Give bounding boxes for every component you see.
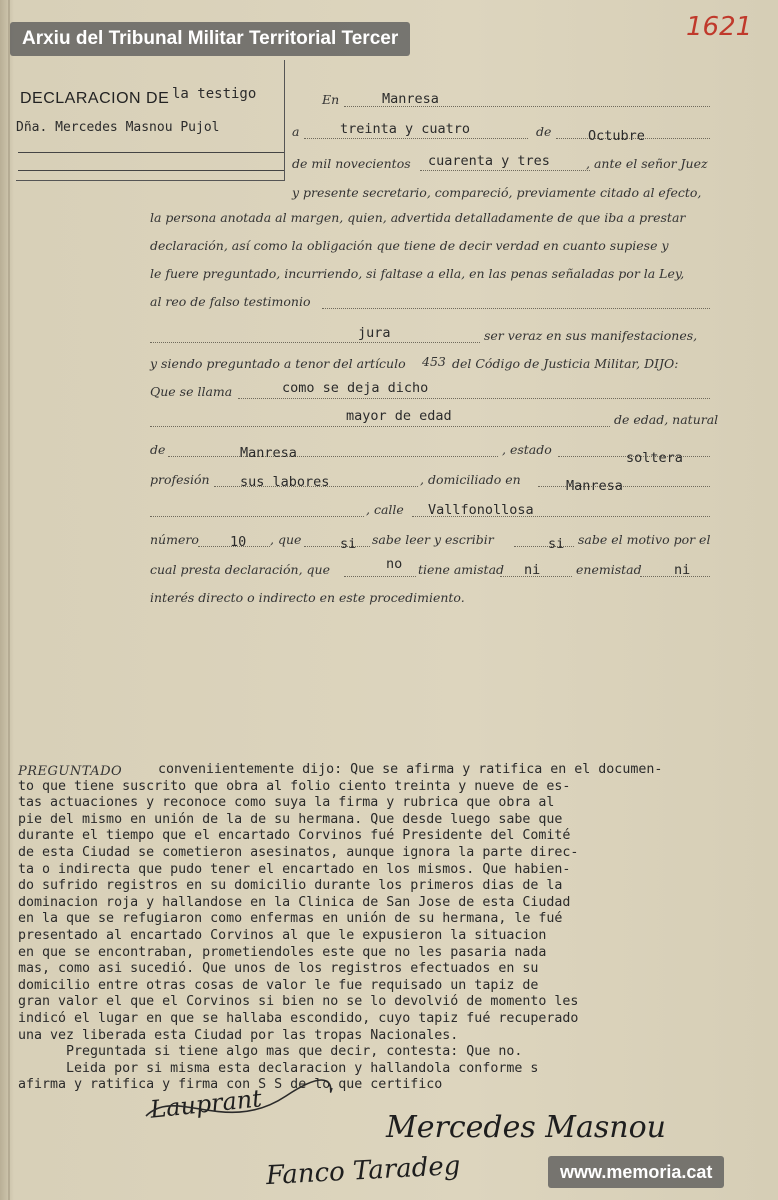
archive-watermark: Arxiu del Tribunal Militar Territorial Tercer	[10, 22, 410, 56]
dots	[150, 426, 610, 427]
body-line: Preguntada si tiene algo mas que decir, contesta: Que no.	[18, 1044, 523, 1060]
label-cual: cual presta declaración, que	[150, 562, 330, 577]
body-line: en que se encontraban, prometiendoles este que no les pasaria nada	[18, 944, 547, 960]
natural-value: Manresa	[240, 445, 297, 461]
line-persona: la persona anotada al margen, quien, advertida detalladamente de que iba a prestar	[150, 210, 686, 225]
body-line: presentado al encartado Corvinos al que le expusieron la situacion	[18, 927, 547, 943]
domicilio-value: Manresa	[566, 478, 623, 494]
label-motivo: sabe el motivo por el	[578, 532, 711, 547]
dots	[150, 342, 480, 343]
label-enemistad: enemistad	[576, 562, 642, 577]
body-line: mas, como asi sucedió. Que unos de los registros efectuados en su	[18, 961, 539, 977]
label-profesion: profesión	[150, 472, 210, 487]
declaration-title: DECLARACION DE	[20, 90, 170, 107]
label-que: , que	[270, 532, 302, 547]
dots	[304, 138, 528, 139]
label-amistad: tiene amistad	[418, 562, 505, 577]
dots	[538, 486, 710, 487]
witness-type: la testigo	[172, 86, 257, 102]
label-en: En	[322, 92, 340, 107]
body-line: una vez liberada esta Ciudad por las tropas Nacionales.	[18, 1027, 459, 1043]
body-line: afirma y ratifica y firma con S S de lo que certifico	[18, 1077, 443, 1093]
body-line: Leida por si misma esta declaracion y hallandola conforme s	[18, 1060, 539, 1076]
dots	[304, 546, 370, 547]
estado-value: soltera	[626, 450, 683, 466]
body-line: dominacion roja y hallandose en la Clinica de San Jose de esta Ciudad	[18, 894, 571, 910]
line-articulo-b: del Código de Justicia Militar, DIJO:	[452, 356, 679, 371]
label-leer: sabe leer y escribir	[372, 532, 494, 547]
line-articulo-a: y siendo preguntado a tenor del artículo	[150, 356, 406, 371]
header-rule-2	[18, 170, 284, 171]
profesion-value: sus labores	[240, 474, 330, 490]
label-estado: , estado	[502, 442, 552, 457]
body-line: gran valor el que el Corvinos si bien no se lo devolvió de momento les	[18, 994, 579, 1010]
dots	[514, 546, 574, 547]
label-se-llama: Que se llama	[150, 384, 233, 399]
body-line: de esta Ciudad se cometieron asesinatos, aunque ignora la parte direc-	[18, 844, 579, 860]
body-line: tas actuaciones y reconoce como suya la firma y rubrica que obra al	[18, 795, 555, 811]
witness-signature: Mercedes Masnou	[386, 1110, 666, 1145]
age-suffix: de edad, natural	[614, 412, 719, 427]
age-value: mayor de edad	[346, 408, 452, 424]
dots	[420, 170, 590, 171]
enemistad-value-a: ni	[524, 562, 541, 578]
se-llama-value: como se deja dicho	[282, 380, 429, 396]
page-fold	[8, 0, 10, 1200]
amistad-value: no	[386, 556, 403, 572]
numero-value: 10	[230, 534, 247, 550]
body-line: to que tiene suscrito que obra al folio ciento treinta y nueve de es-	[18, 778, 571, 794]
label-juez: , ante el señor Juez	[586, 156, 708, 171]
dots	[322, 308, 710, 309]
declaration-body	[18, 762, 770, 1094]
label-numero: número	[150, 532, 199, 547]
enemistad-value-b: ni	[674, 562, 691, 578]
leer-value: si	[340, 536, 357, 552]
dots	[344, 576, 416, 577]
label-de: de	[536, 124, 552, 139]
judge-signature: Lauprant	[148, 1084, 264, 1124]
dots	[238, 398, 710, 399]
label-year: de mil novecientos	[292, 156, 411, 171]
body-line: do sufrido registros en su domicilio durante los primeros dias de la	[18, 878, 563, 894]
secretary-signature: Fanco Taradeg	[265, 1150, 462, 1192]
header-rule-1	[18, 152, 284, 153]
body-line: domicilio entre otras cosas de valor le fue requisado un tapiz de	[18, 977, 539, 993]
oath-suffix: ser veraz en sus manifestaciones,	[484, 328, 698, 343]
dots	[168, 456, 498, 457]
calle-value: Vallfonollosa	[428, 502, 534, 518]
label-domiciliado: , domiciliado en	[420, 472, 521, 487]
label-calle: , calle	[366, 502, 404, 517]
month-value: Octubre	[588, 128, 645, 144]
body-line: durante el tiempo que el encartado Corvinos fué Presidente del Comité	[18, 828, 571, 844]
preguntado-label: PREGUNTADO	[18, 764, 123, 779]
line-compare: y presente secretario, compareció, previamente citado al efecto,	[292, 185, 702, 200]
city-value: Manresa	[382, 91, 439, 107]
line-interes: interés directo o indirecto en este procedimiento.	[150, 590, 465, 605]
oath-value: jura	[358, 325, 391, 341]
body-line: ta o indirecta que pudo tener el encartado en los mismos. Que habien-	[18, 861, 571, 877]
label-de-natural: de	[150, 442, 166, 457]
year-value: cuarenta y tres	[428, 153, 550, 169]
body-line: conveniientemente dijo: Que se afirma y ratifica en el documen-	[158, 762, 663, 777]
dots	[150, 516, 364, 517]
motivo-value: si	[548, 536, 565, 552]
line-reo: al reo de falso testimonio	[150, 294, 311, 309]
body-line: pie del mismo en unión de la de su hermana. Que desde luego sabe que	[18, 811, 563, 827]
judge-flourish	[136, 1076, 336, 1136]
body-line: indicó el lugar en que se hallaba escondido, cuyo tapiz fué recuperado	[18, 1010, 579, 1026]
day-value: treinta y cuatro	[340, 121, 471, 137]
label-a: a	[292, 124, 300, 139]
article-number: 453	[422, 354, 446, 369]
folio-number: 1621	[686, 12, 753, 42]
line-fuere: le fuere preguntado, incurriendo, si faltase a ella, en las penas señaladas por la Ley,	[150, 266, 685, 281]
body-line: en la que se refugiaron como enfermas en unión de su hermana, le fué	[18, 911, 563, 927]
line-declaracion: declaración, así como la obligación que tiene de decir verdad en cuanto supiese y	[150, 238, 669, 253]
site-watermark: www.memoria.cat	[548, 1156, 724, 1188]
witness-name: Dña. Mercedes Masnou Pujol	[16, 120, 220, 135]
